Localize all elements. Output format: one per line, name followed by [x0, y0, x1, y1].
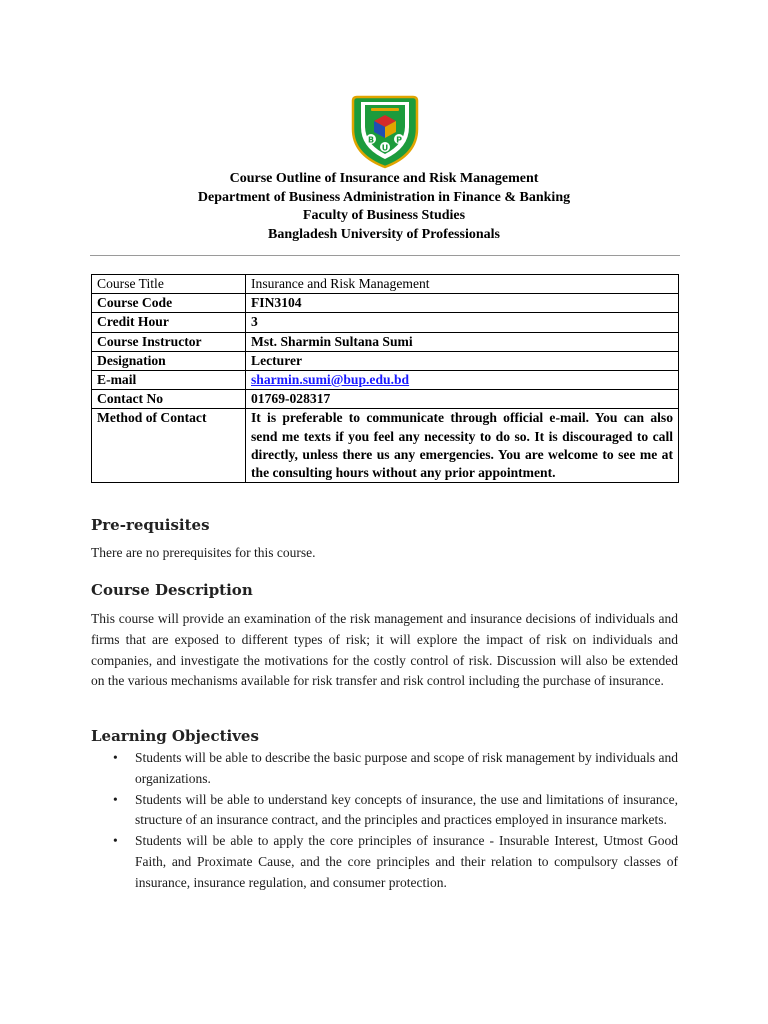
table-row: [92, 409, 679, 483]
row-value: Insurance and Risk Management: [246, 275, 679, 294]
row-value: [246, 371, 679, 390]
table-row: [92, 313, 679, 332]
row-value: 3: [246, 313, 679, 332]
list-item: [91, 748, 678, 790]
table-row: [92, 351, 679, 370]
row-label: Designation: [92, 351, 246, 370]
row-value: Mst. Sharmin Sultana Sumi: [246, 332, 679, 351]
table-row: [92, 332, 679, 351]
row-label: Method of Contact: [92, 409, 246, 483]
table-row: [92, 275, 679, 294]
header-department: Department of Business Administration in Finance & Banking: [197, 189, 571, 205]
row-label: Course Code: [92, 294, 246, 313]
prerequisites-text: There are no prerequisites for this course.: [91, 545, 316, 560]
learning-objectives-list: [91, 748, 678, 894]
header-faculty: Faculty of Business Studies: [302, 208, 466, 223]
table-row: [92, 390, 679, 409]
row-value: 01769-028317: [246, 390, 679, 409]
header-university: Bangladesh University of Professionals: [268, 226, 500, 242]
bullet-icon: •: [113, 833, 118, 849]
row-value: Lecturer: [246, 351, 679, 370]
table-row: [92, 371, 679, 390]
row-value: FIN3104: [246, 294, 679, 313]
logo-letter-u: U: [381, 143, 389, 153]
list-item-text: Students will be able to describe the basic purpose and scope of risk management by individuals and organizations.: [135, 750, 678, 786]
bup-shield-icon: [347, 93, 423, 169]
header-divider: [90, 255, 680, 256]
row-label: Credit Hour: [92, 313, 246, 332]
course-description-heading: Course Description: [91, 581, 253, 599]
row-label: E-mail: [92, 371, 246, 390]
prerequisites-heading: Pre-requisites: [91, 516, 210, 534]
university-logo: [347, 93, 423, 169]
list-item-text: Students will be able to apply the core principles of insurance - Insurable Interest, Utmost Good Faith, and Proximate Cause, and the core principles and their relation to compulsory classes of insurance, insurance regulation, and consumer protection.: [135, 833, 678, 890]
course-info-table: [91, 274, 679, 483]
bullet-icon: •: [113, 750, 118, 765]
document-header: [0, 170, 768, 244]
list-item: [91, 831, 678, 893]
table-row: [92, 294, 679, 313]
list-item-text: Students will be able to understand key concepts of insurance, the use and limitations of insurance, structure of an insurance contract, and the principles and practices employed in insurance markets.: [135, 791, 678, 828]
logo-letter-b: B: [367, 135, 375, 145]
row-label: Contact No: [92, 390, 246, 409]
row-label: Course Instructor: [92, 332, 246, 351]
bullet-icon: •: [113, 791, 118, 807]
learning-objectives-heading: Learning Objectives: [91, 727, 259, 745]
row-value: It is preferable to communicate through official e-mail. You can also send me texts if you feel any necessity to do so. It is discouraged to call directly, unless there us any emergencies. You are welcome to see me at the consulting hours without any prior appointment.: [246, 409, 679, 483]
logo-letter-p: P: [396, 135, 402, 145]
email-link[interactable]: sharmin.sumi@bup.edu.bd: [251, 372, 410, 388]
course-description-text: This course will provide an examination of the risk management and insurance decisions of individuals and firms that are exposed to different types of risk; it will explore the impact of risk on individuals and companies, and investigate the motivations for the costly control of risk. Discussion will also be extended on the various mechanisms available for risk transfer and risk control including the purchase of insurance.: [91, 611, 678, 689]
header-course-title: Course Outline of Insurance and Risk Management: [229, 171, 539, 186]
row-label: Course Title: [92, 275, 246, 294]
list-item: [91, 790, 678, 832]
